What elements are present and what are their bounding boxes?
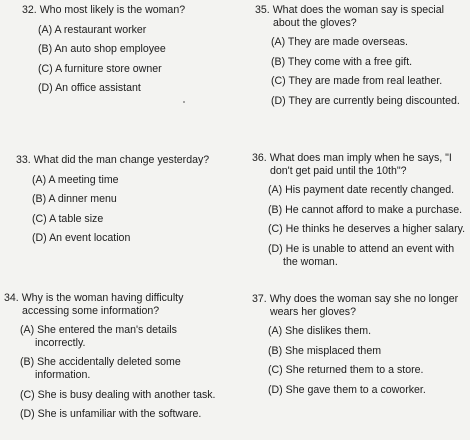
answer-option-a: (A) She entered the man's details incorrectly. <box>20 324 177 349</box>
question-37-stem <box>252 293 468 318</box>
answer-option-c: (C) He thinks he deserves a higher salary. <box>268 223 466 236</box>
answer-options <box>22 24 227 95</box>
question-number: 37. <box>252 293 267 305</box>
answer-options <box>252 325 468 396</box>
scan-speck <box>183 101 185 103</box>
question-32 <box>22 4 227 95</box>
question-33-stem <box>16 154 226 167</box>
answer-option-b: (B) A dinner menu <box>32 193 117 206</box>
answer-option-c: (C) She returned them to a store. <box>268 364 424 377</box>
answer-options <box>252 184 468 268</box>
answer-options <box>16 174 226 245</box>
answer-option-c: (C) She is busy dealing with another task. <box>20 388 216 401</box>
answer-option-c: (C) A furniture store owner <box>38 62 162 75</box>
answer-option-b: (B) He cannot afford to make a purchase. <box>268 203 463 216</box>
answer-option-a: (A) They are made overseas. <box>271 36 408 49</box>
question-34 <box>4 292 226 421</box>
question-number: 32. <box>22 4 37 16</box>
answer-options <box>255 36 468 107</box>
answer-option-d: (D) An event location <box>32 232 131 245</box>
question-32-stem <box>22 4 227 17</box>
question-text: Who most likely is the woman? <box>39 4 186 16</box>
question-33 <box>16 154 226 245</box>
answer-option-b: (B) She misplaced them <box>268 344 382 357</box>
question-text: Why does the woman say she no longer wears her gloves? <box>269 293 459 318</box>
answer-options <box>4 324 226 421</box>
answer-option-a: (A) A meeting time <box>32 173 119 186</box>
question-number: 34. <box>4 292 19 304</box>
answer-option-c: (C) A table size <box>32 212 104 225</box>
question-34-stem <box>4 292 226 317</box>
question-36-stem <box>252 152 468 177</box>
question-number: 36. <box>252 152 267 164</box>
answer-option-d: (D) She is unfamiliar with the software. <box>20 408 202 421</box>
question-text: What does the woman say is special about the gloves? <box>272 4 445 29</box>
answer-option-d: (D) She gave them to a coworker. <box>268 383 426 396</box>
answer-option-a: (A) A restaurant worker <box>38 23 147 36</box>
question-number: 35. <box>255 4 270 16</box>
question-number: 33. <box>16 154 31 166</box>
question-35 <box>255 4 468 108</box>
answer-option-d: (D) An office assistant <box>38 82 141 95</box>
question-37 <box>252 293 468 397</box>
answer-option-b: (B) She accidentally deleted some information. <box>20 356 181 381</box>
answer-option-b: (B) They come with a free gift. <box>271 55 413 68</box>
question-36 <box>252 152 468 268</box>
question-text: What does man imply when he says, "I don't get paid until the 10th"? <box>269 152 452 177</box>
question-35-stem <box>255 4 468 29</box>
question-text: Why is the woman having difficulty accessing some information? <box>21 292 184 317</box>
answer-option-b: (B) An auto shop employee <box>38 43 166 56</box>
question-text: What did the man change yesterday? <box>33 154 210 166</box>
answer-option-a: (A) His payment date recently changed. <box>268 184 455 197</box>
answer-option-d: (D) They are currently being discounted. <box>271 94 460 107</box>
answer-option-c: (C) They are made from real leather. <box>271 75 443 88</box>
answer-option-d: (D) He is unable to attend an event with the woman. <box>268 242 455 268</box>
answer-option-a: (A) She dislikes them. <box>268 325 372 338</box>
